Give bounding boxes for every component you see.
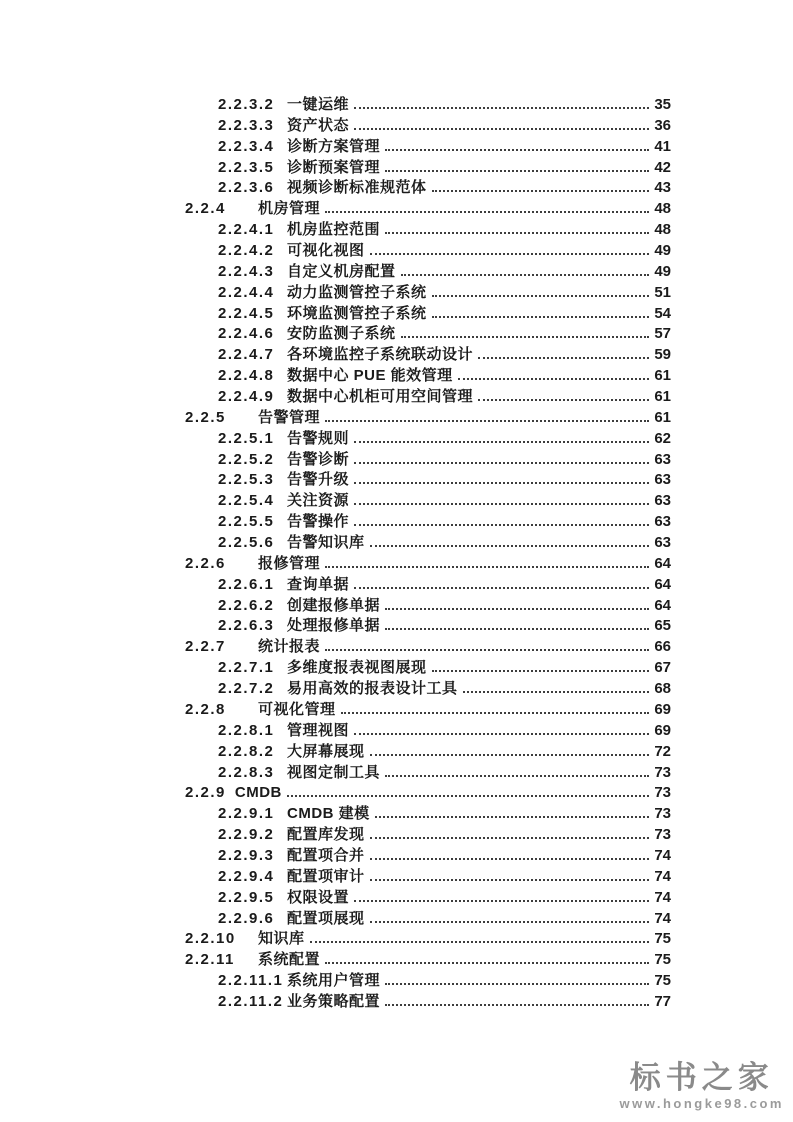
dot-leader [385, 1004, 649, 1006]
toc-entry-page: 48 [654, 200, 671, 218]
toc-entry-title: 一键运维 [287, 96, 350, 113]
toc-entry-number: 2.2.7.2 [218, 680, 275, 698]
toc-entry[interactable] [185, 846, 671, 867]
toc-entry-title: 配置项展现 [287, 909, 365, 927]
toc-entry-page: 75 [654, 972, 671, 990]
toc-entry[interactable] [185, 554, 671, 575]
toc-entry-title: 查询单据 [287, 575, 350, 593]
toc-entry-page: 73 [654, 763, 671, 781]
toc-entry-title: CMDB 建模 [287, 805, 370, 823]
toc-entry-title: 数据中心 PUE 能效管理 [287, 367, 453, 385]
toc-entry-number: 2.2.6.2 [218, 596, 275, 614]
toc-entry[interactable] [185, 491, 671, 512]
toc-entry-title: CMDB [234, 784, 282, 802]
dot-leader [478, 399, 649, 401]
toc-entry-number: 2.2.9.1 [218, 805, 275, 823]
dot-leader [385, 232, 649, 234]
dot-leader [432, 190, 649, 192]
toc-entry[interactable] [185, 387, 671, 408]
toc-entry-number: 2.2.4.6 [218, 325, 275, 343]
toc-entry-page: 48 [654, 221, 671, 239]
toc-entry-number: 2.2.4.8 [218, 367, 275, 385]
dot-leader [370, 879, 649, 881]
toc-entry[interactable] [185, 971, 671, 992]
toc-entry-number: 2.2.9 [185, 784, 226, 802]
dot-leader [385, 983, 649, 985]
toc-entry-number: 2.2.8.2 [218, 742, 275, 760]
toc-entry[interactable] [185, 637, 671, 658]
toc-entry-page: 67 [654, 659, 671, 677]
toc-entry[interactable] [185, 95, 671, 116]
toc-entry[interactable] [185, 575, 671, 596]
dot-leader [401, 274, 649, 276]
toc-entry[interactable] [185, 950, 671, 971]
toc-entry-number: 2.2.5.5 [218, 513, 275, 531]
toc-entry-number: 2.2.8.1 [218, 721, 275, 739]
toc-entry-number: 2.2.8 [185, 700, 226, 718]
watermark-logo: 标书之家 [629, 1060, 774, 1095]
toc-entry[interactable] [185, 512, 671, 533]
toc-entry-number: 2.2.11.1 [218, 972, 284, 990]
toc-entry[interactable] [185, 783, 671, 804]
toc-entry-page: 61 [654, 367, 671, 385]
dot-leader [354, 107, 649, 109]
dot-leader [325, 649, 649, 651]
toc-entry-number: 2.2.5.3 [218, 471, 275, 489]
toc-entry-number: 2.2.7.1 [218, 659, 275, 677]
toc-entry[interactable] [185, 262, 671, 283]
toc-entry-title: 可视化视图 [287, 242, 365, 260]
toc-entry-title: 各环境监控子系统联动设计 [287, 346, 474, 364]
dot-leader [325, 566, 649, 568]
toc-entry-number: 2.2.5 [185, 408, 226, 426]
toc-entry-page: 74 [654, 909, 671, 927]
dot-leader [432, 316, 649, 318]
toc-entry-number: 2.2.6 [185, 554, 226, 572]
toc-entry[interactable] [185, 158, 671, 179]
toc-entry-title: 权限设置 [287, 888, 350, 906]
toc-entry-title: 配置项审计 [287, 867, 365, 885]
toc-entry[interactable] [185, 721, 671, 742]
toc-entry-title: 创建报修单据 [287, 596, 381, 614]
toc-entry-title: 动力监测管控子系统 [287, 283, 427, 301]
toc-entry-number: 2.2.4.4 [218, 283, 275, 301]
dot-leader [354, 524, 649, 526]
toc-entry[interactable] [185, 596, 671, 617]
table-of-contents [185, 95, 671, 1013]
toc-entry-number: 2.2.3.6 [218, 179, 275, 197]
toc-entry-number: 2.2.4.3 [218, 262, 275, 280]
toc-entry-title: 管理视图 [287, 721, 350, 739]
toc-entry-page: 74 [654, 888, 671, 906]
toc-entry[interactable] [185, 700, 671, 721]
toc-entry-page: 63 [654, 534, 671, 552]
toc-entry-title: 多维度报表视图展现 [287, 659, 427, 677]
toc-entry-title: 系统配置 [258, 951, 321, 969]
toc-entry-title: 配置项合并 [287, 846, 365, 864]
dot-leader [478, 357, 649, 359]
dot-leader [354, 128, 649, 130]
toc-entry-number: 2.2.4.9 [218, 388, 275, 406]
toc-entry-title: 系统用户管理 [287, 972, 381, 990]
dot-leader [354, 900, 649, 902]
toc-entry-title: 机房监控范围 [287, 221, 381, 239]
toc-entry[interactable] [185, 137, 671, 158]
watermark [620, 1062, 785, 1110]
toc-entry-title: 业务策略配置 [287, 992, 381, 1010]
toc-entry[interactable] [185, 450, 671, 471]
dot-leader [325, 420, 649, 422]
toc-entry-page: 72 [654, 742, 671, 760]
toc-entry-title: 数据中心机柜可用空间管理 [287, 388, 474, 406]
toc-entry-page: 35 [654, 96, 671, 113]
dot-leader [463, 691, 649, 693]
toc-entry-page: 73 [654, 805, 671, 823]
toc-entry-title: 视频诊断标准规范体 [287, 179, 427, 197]
toc-entry-title: 知识库 [258, 930, 305, 948]
toc-entry-title: 大屏幕展现 [287, 742, 365, 760]
toc-entry-number: 2.2.7 [185, 638, 226, 656]
dot-leader [458, 378, 649, 380]
toc-entry-page: 54 [654, 304, 671, 322]
toc-entry-title: 可视化管理 [258, 700, 336, 718]
toc-entry[interactable] [185, 929, 671, 950]
toc-entry-number: 2.2.9.5 [218, 888, 275, 906]
toc-entry[interactable] [185, 429, 671, 450]
toc-entry-number: 2.2.10 [185, 930, 236, 948]
dot-leader [287, 795, 649, 797]
toc-entry[interactable] [185, 616, 671, 637]
toc-entry-page: 61 [654, 388, 671, 406]
toc-entry[interactable] [185, 679, 671, 700]
toc-entry-number: 2.2.6.3 [218, 617, 275, 635]
toc-entry[interactable] [185, 470, 671, 491]
toc-entry-title: 机房管理 [258, 200, 321, 218]
dot-leader [354, 733, 649, 735]
dot-leader [385, 170, 649, 172]
toc-entry-title: 诊断方案管理 [287, 137, 381, 155]
dot-leader [354, 503, 649, 505]
toc-entry-number: 2.2.5.6 [218, 534, 275, 552]
toc-entry-title: 安防监测子系统 [287, 325, 396, 343]
toc-entry[interactable] [185, 763, 671, 784]
toc-entry-title: 易用高效的报表设计工具 [287, 680, 458, 698]
toc-entry-number: 2.2.11.2 [218, 992, 284, 1010]
toc-entry-number: 2.2.9.4 [218, 867, 275, 885]
toc-entry-title: 处理报修单据 [287, 617, 381, 635]
toc-entry-title: 环境监测管控子系统 [287, 304, 427, 322]
toc-entry-number: 2.2.3.2 [218, 96, 275, 113]
toc-entry[interactable] [185, 658, 671, 679]
toc-entry-page: 63 [654, 492, 671, 510]
toc-entry-page: 74 [654, 867, 671, 885]
toc-entry-title: 告警管理 [258, 408, 321, 426]
toc-entry-title: 配置库发现 [287, 826, 365, 844]
dot-leader [385, 628, 649, 630]
dot-leader [432, 295, 649, 297]
toc-entry-title: 告警诊断 [287, 450, 350, 468]
dot-leader [354, 441, 649, 443]
toc-entry[interactable] [185, 199, 671, 220]
toc-entry-number: 2.2.5.4 [218, 492, 275, 510]
toc-entry-number: 2.2.4.1 [218, 221, 275, 239]
dot-leader [385, 608, 649, 610]
toc-entry-page: 42 [654, 158, 671, 176]
dot-leader [432, 670, 649, 672]
toc-entry-number: 2.2.8.3 [218, 763, 275, 781]
toc-entry-title: 视图定制工具 [287, 763, 381, 781]
toc-entry[interactable] [185, 116, 671, 137]
toc-entry-title: 报修管理 [258, 554, 321, 572]
dot-leader [401, 336, 649, 338]
toc-entry-page: 64 [654, 554, 671, 572]
dot-leader [370, 858, 649, 860]
dot-leader [370, 253, 649, 255]
dot-leader [354, 462, 649, 464]
toc-entry-number: 2.2.4.5 [218, 304, 275, 322]
dot-leader [385, 775, 649, 777]
toc-entry-page: 66 [654, 638, 671, 656]
toc-entry-page: 63 [654, 450, 671, 468]
toc-entry-page: 61 [654, 408, 671, 426]
toc-entry[interactable] [185, 366, 671, 387]
toc-entry[interactable] [185, 220, 671, 241]
toc-entry-title: 诊断预案管理 [287, 158, 381, 176]
dot-leader [375, 816, 649, 818]
toc-entry-title: 告警操作 [287, 513, 350, 531]
toc-entry-title: 告警升级 [287, 471, 350, 489]
toc-entry-number: 2.2.9.6 [218, 909, 275, 927]
dot-leader [325, 962, 649, 964]
toc-entry-number: 2.2.11 [185, 951, 235, 969]
toc-entry[interactable] [185, 408, 671, 429]
toc-entry[interactable] [185, 867, 671, 888]
toc-entry-number: 2.2.3.3 [218, 116, 275, 134]
toc-entry-page: 65 [654, 617, 671, 635]
toc-entry-page: 43 [654, 179, 671, 197]
toc-entry-page: 63 [654, 471, 671, 489]
toc-entry-number: 2.2.6.1 [218, 575, 275, 593]
dot-leader [370, 754, 649, 756]
toc-entry-page: 36 [654, 116, 671, 134]
dot-leader [354, 482, 649, 484]
toc-entry-title: 告警规则 [287, 429, 350, 447]
toc-entry[interactable] [185, 804, 671, 825]
dot-leader [370, 837, 649, 839]
toc-entry-page: 62 [654, 429, 671, 447]
toc-entry-title: 自定义机房配置 [287, 262, 396, 280]
toc-entry-number: 2.2.5.1 [218, 429, 275, 447]
toc-entry-page: 49 [654, 242, 671, 260]
toc-entry-number: 2.2.4 [185, 200, 226, 218]
toc-entry-number: 2.2.9.2 [218, 826, 275, 844]
toc-entry[interactable] [185, 283, 671, 304]
toc-entry[interactable] [185, 888, 671, 909]
toc-entry-page: 69 [654, 721, 671, 739]
toc-entry-page: 41 [654, 137, 671, 155]
toc-entry-page: 64 [654, 596, 671, 614]
toc-entry[interactable] [185, 345, 671, 366]
toc-entry[interactable] [185, 324, 671, 345]
dot-leader [370, 921, 649, 923]
toc-entry-page: 63 [654, 513, 671, 531]
toc-entry[interactable] [185, 909, 671, 930]
toc-entry-title: 告警知识库 [287, 534, 365, 552]
toc-entry-page: 73 [654, 784, 671, 802]
toc-entry-number: 2.2.5.2 [218, 450, 275, 468]
toc-entry-page: 75 [654, 951, 671, 969]
toc-entry-page: 73 [654, 826, 671, 844]
toc-entry-title: 资产状态 [287, 116, 350, 134]
dot-leader [354, 587, 649, 589]
toc-entry-number: 2.2.9.3 [218, 846, 275, 864]
watermark-url: www.hongke98.com [619, 1096, 784, 1111]
toc-entry-page: 74 [654, 846, 671, 864]
toc-entry-page: 69 [654, 700, 671, 718]
toc-entry[interactable] [185, 178, 671, 199]
toc-entry-number: 2.2.4.7 [218, 346, 275, 364]
toc-entry-page: 68 [654, 680, 671, 698]
toc-entry[interactable] [185, 304, 671, 325]
dot-leader [370, 545, 649, 547]
dot-leader [385, 149, 649, 151]
toc-entry[interactable] [185, 533, 671, 554]
toc-entry[interactable] [185, 825, 671, 846]
toc-entry-title: 统计报表 [258, 638, 321, 656]
toc-entry-page: 64 [654, 575, 671, 593]
toc-entry-page: 75 [654, 930, 671, 948]
toc-entry-page: 51 [654, 283, 671, 301]
toc-entry-title: 关注资源 [287, 492, 350, 510]
toc-entry-page: 57 [654, 325, 671, 343]
toc-entry-page: 59 [654, 346, 671, 364]
toc-entry-page: 77 [654, 992, 671, 1010]
toc-entry[interactable] [185, 241, 671, 262]
dot-leader [310, 941, 649, 943]
toc-entry-number: 2.2.3.4 [218, 137, 275, 155]
toc-entry-number: 2.2.4.2 [218, 242, 275, 260]
dot-leader [341, 712, 649, 714]
toc-entry-number: 2.2.3.5 [218, 158, 275, 176]
toc-entry[interactable] [185, 992, 671, 1013]
toc-entry-page: 49 [654, 262, 671, 280]
dot-leader [325, 211, 649, 213]
toc-entry[interactable] [185, 742, 671, 763]
